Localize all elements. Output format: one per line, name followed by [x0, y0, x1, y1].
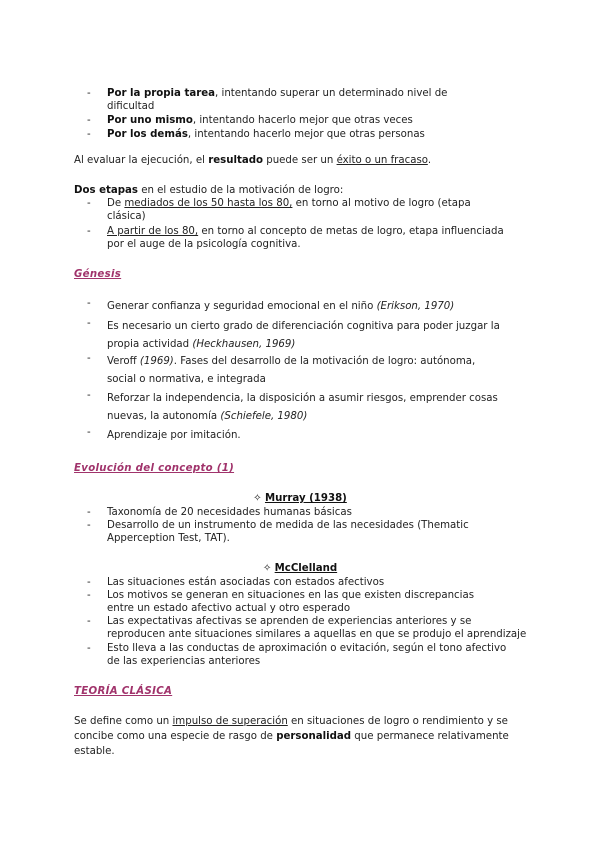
mcclelland-title	[0, 563, 600, 574]
item-text: , intentando hacerlo mejor que otras personas	[187, 129, 425, 140]
item-bold: Por uno mismo	[107, 115, 193, 126]
item-pre: De	[107, 198, 125, 209]
item-citation: (Heckhausen, 1969)	[192, 339, 296, 350]
item-cont: social o normativa, e integrada	[107, 374, 266, 385]
diamond-icon: ✧	[253, 493, 262, 504]
eval-post: .	[427, 155, 432, 166]
item-bold: Por los demás	[107, 129, 188, 140]
dash: -	[87, 507, 91, 518]
dos-etapas-intro	[74, 183, 534, 198]
item-text: . Fases del desarrollo de la motivación de logro: autónoma,	[173, 356, 476, 367]
teoria-mid: en situaciones de logro o rendimiento y se concibe como una especie de rasgo de	[74, 716, 508, 742]
dash: -	[87, 577, 91, 588]
item-cont: reproducen ante situaciones similares a aquellas en que se produjo el aprendizaje	[107, 628, 527, 640]
teoria-post: que permanece relativamente estable.	[74, 731, 509, 757]
item-text: , intentando hacerlo mejor que otras veces	[192, 115, 413, 126]
teoria-paragraph	[74, 714, 514, 759]
eval-mid: puede ser un	[263, 155, 337, 166]
item-text: en torno al concepto de metas de logro, etapa influenciada	[198, 226, 504, 237]
item-citation: (Erikson, 1970)	[376, 301, 455, 312]
item-pre: Veroff	[107, 356, 140, 367]
evolucion-heading: Evolución del concepto (1)	[74, 463, 235, 474]
item-text: Taxonomía de 20 necesidades humanas básicas	[107, 507, 352, 518]
dash: -	[87, 427, 91, 438]
dash: -	[87, 520, 91, 531]
teoria-pre: Se define como un	[74, 716, 173, 727]
dash: -	[87, 390, 91, 401]
teoria-heading: TEORÍA CLÁSICA	[74, 686, 173, 697]
eval-pre: Al evaluar la ejecución, el	[74, 155, 209, 166]
item-text: Esto lleva a las conductas de aproximación o evitación, según el tono afectivo	[107, 643, 507, 654]
item-text: en torno al motivo de logro (etapa	[292, 198, 471, 209]
item-text: Las situaciones están asociadas con estados afectivos	[107, 577, 385, 588]
dash: -	[87, 298, 91, 309]
item-text: Es necesario un cierto grado de diferenciación cognitiva para poder juzgar la	[107, 321, 500, 332]
item-underline: mediados de los 50 hasta los 80,	[124, 198, 293, 209]
murray-title	[0, 493, 600, 504]
genesis-heading: Génesis	[74, 269, 122, 280]
item-text: , intentando superar un determinado nivel de	[215, 88, 448, 99]
dos-etapas-bold: Dos etapas	[74, 185, 138, 196]
item-cont: clásica)	[107, 210, 146, 222]
mcclelland-title-text: McClelland	[274, 563, 338, 574]
teoria-underline: impulso de superación	[172, 716, 288, 727]
item-citation: (Schiefele, 1980)	[220, 411, 308, 422]
item-citation: (1969)	[139, 356, 174, 367]
item-cont: nuevas, la autonomía	[107, 411, 221, 422]
dash: -	[87, 115, 91, 126]
item-text: Aprendizaje por imitación.	[107, 430, 241, 441]
item-bold: Por la propia tarea	[107, 88, 216, 99]
dash: -	[87, 198, 91, 209]
item-text: Reforzar la independencia, la disposición a asumir riesgos, emprender cosas	[107, 393, 498, 404]
item-cont: de las experiencias anteriores	[107, 655, 261, 667]
teoria-bold: personalidad	[276, 731, 352, 742]
dash: -	[87, 616, 91, 627]
eval-bold: resultado	[208, 155, 263, 166]
dash: -	[87, 643, 91, 654]
item-cont: dificultad	[107, 100, 155, 112]
dash: -	[87, 129, 91, 140]
dash: -	[87, 88, 91, 99]
eval-underline: éxito o un fracaso	[336, 155, 428, 166]
item-text: Generar confianza y seguridad emocional en el niño	[107, 301, 377, 312]
dash: -	[87, 590, 91, 601]
evaluation-paragraph	[74, 153, 534, 168]
dos-etapas-text: en el estudio de la motivación de logro:	[137, 185, 344, 196]
item-text: Los motivos se generan en situaciones en las que existen discrepancias	[107, 590, 475, 601]
dash: -	[87, 353, 91, 364]
dash: -	[87, 226, 91, 237]
item-text: Desarrollo de un instrumento de medida de las necesidades (Thematic	[107, 520, 469, 531]
item-cont: propia actividad	[107, 339, 193, 350]
item-underline: A partir de los 80,	[107, 226, 199, 237]
item-cont: Apperception Test, TAT).	[107, 532, 230, 544]
item-cont: entre un estado afectivo actual y otro esperado	[107, 602, 351, 614]
diamond-icon: ✧	[262, 563, 272, 574]
murray-title-text: Murray (1938)	[264, 493, 347, 504]
item-cont: por el auge de la psicología cognitiva.	[107, 238, 301, 250]
item-text: Las expectativas afectivas se aprenden de experiencias anteriores y se	[107, 616, 472, 627]
dash: -	[87, 318, 91, 329]
